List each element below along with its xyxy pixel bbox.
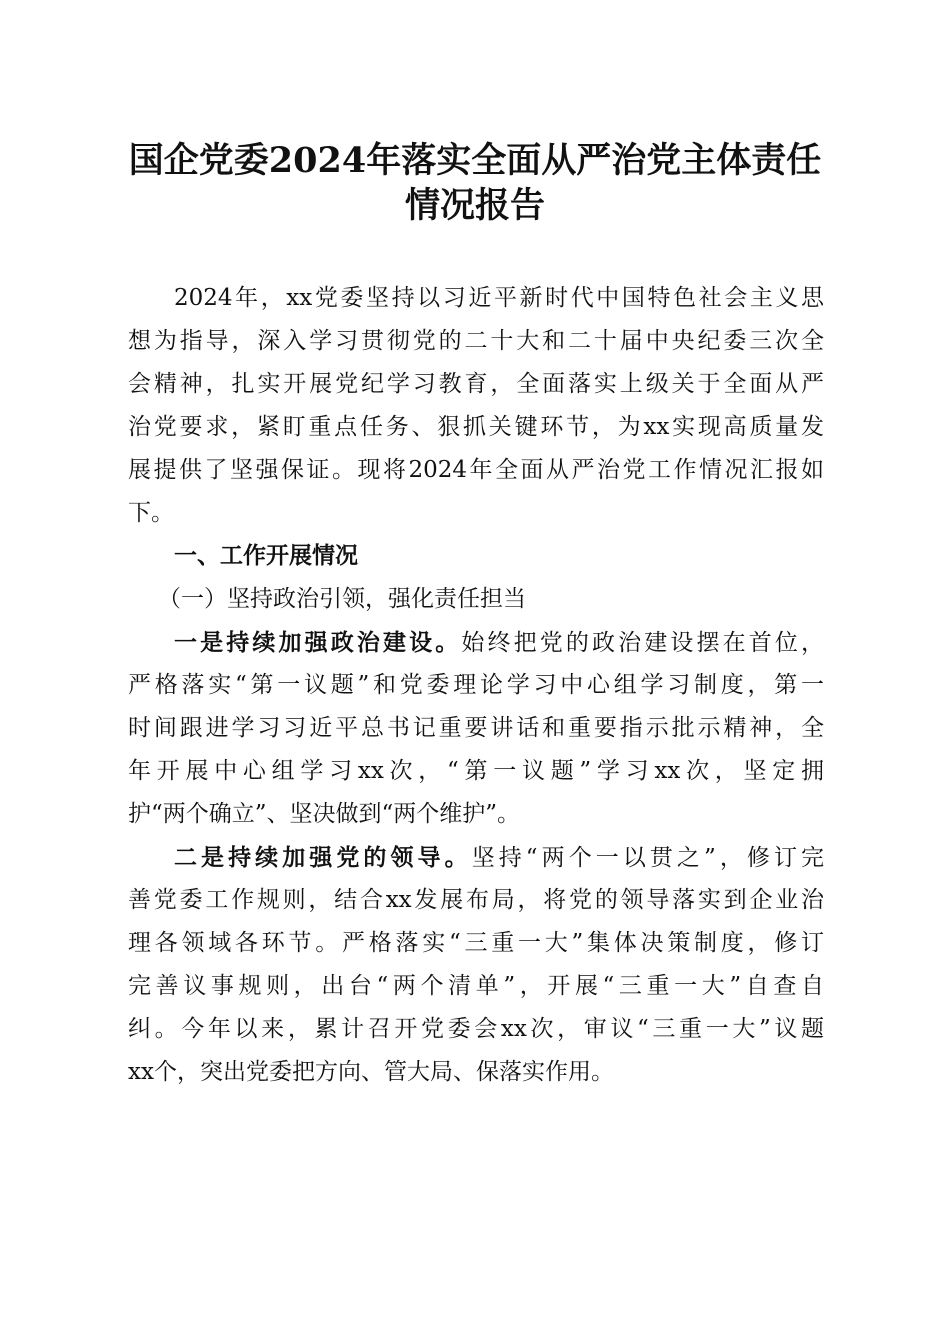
text-line: 时间跟进学习习近平总书记重要讲话和重要指示批示精神，全 <box>128 715 824 741</box>
text-line: xx个，突出党委把方向、管大局、保落实作用。 <box>128 1059 614 1085</box>
text-line: 完善议事规则，出台“两个清单”，开展“三重一大”自查自 <box>128 973 824 999</box>
document-title <box>100 138 850 228</box>
text-line: 展提供了坚强保证。现将2024年全面从严治党工作情况汇报如 <box>128 457 824 483</box>
text-line: 纠。今年以来，累计召开党委会xx次，审议“三重一大”议题 <box>128 1016 824 1042</box>
text-line <box>128 621 824 664</box>
text-span: 坚持“两个一以贯之”，修订完 <box>471 845 824 871</box>
title-line-1: 国企党委2024年落实全面从严治党主体责任 <box>128 140 822 181</box>
paragraph-party-leadership <box>128 836 824 1094</box>
text-line: 年开展中心组学习xx次，“第一议题”学习xx次，坚定拥 <box>128 758 824 784</box>
paragraph-political-building <box>128 621 824 836</box>
text-line: 下。 <box>128 500 174 526</box>
text-span: 始终把党的政治建设摆在首位， <box>461 630 824 656</box>
text-line: 理各领域各环节。严格落实“三重一大”集体决策制度，修订 <box>128 930 824 956</box>
document-body <box>128 277 824 1094</box>
title-line-2: 情况报告 <box>404 185 545 226</box>
paragraph-lead: 一是持续加强政治建设。 <box>174 629 462 656</box>
text-line: 2024年，xx党委坚持以习近平新时代中国特色社会主义思 <box>174 285 824 311</box>
text-line <box>128 836 824 879</box>
text-line: 会精神，扎实开展党纪学习教育，全面落实上级关于全面从严 <box>128 371 824 397</box>
text-line: 善党委工作规则，结合xx发展布局，将党的领导落实到企业治 <box>128 887 824 913</box>
paragraph-lead: 二是持续加强党的领导。 <box>174 844 472 871</box>
text-line: 严格落实“第一议题”和党委理论学习中心组学习制度，第一 <box>128 672 824 698</box>
text-line: 治党要求，紧盯重点任务、狠抓关键环节，为xx实现高质量发 <box>128 414 824 440</box>
section-heading: 一、工作开展情况 <box>174 543 358 569</box>
text-line: 想为指导，深入学习贯彻党的二十大和二十届中央纪委三次全 <box>128 328 824 354</box>
intro-paragraph <box>128 277 824 535</box>
subsection-heading: （一）坚持政治引领，强化责任担当 <box>158 586 526 612</box>
text-line: 护“两个确立”、坚决做到“两个维护”。 <box>128 801 521 827</box>
